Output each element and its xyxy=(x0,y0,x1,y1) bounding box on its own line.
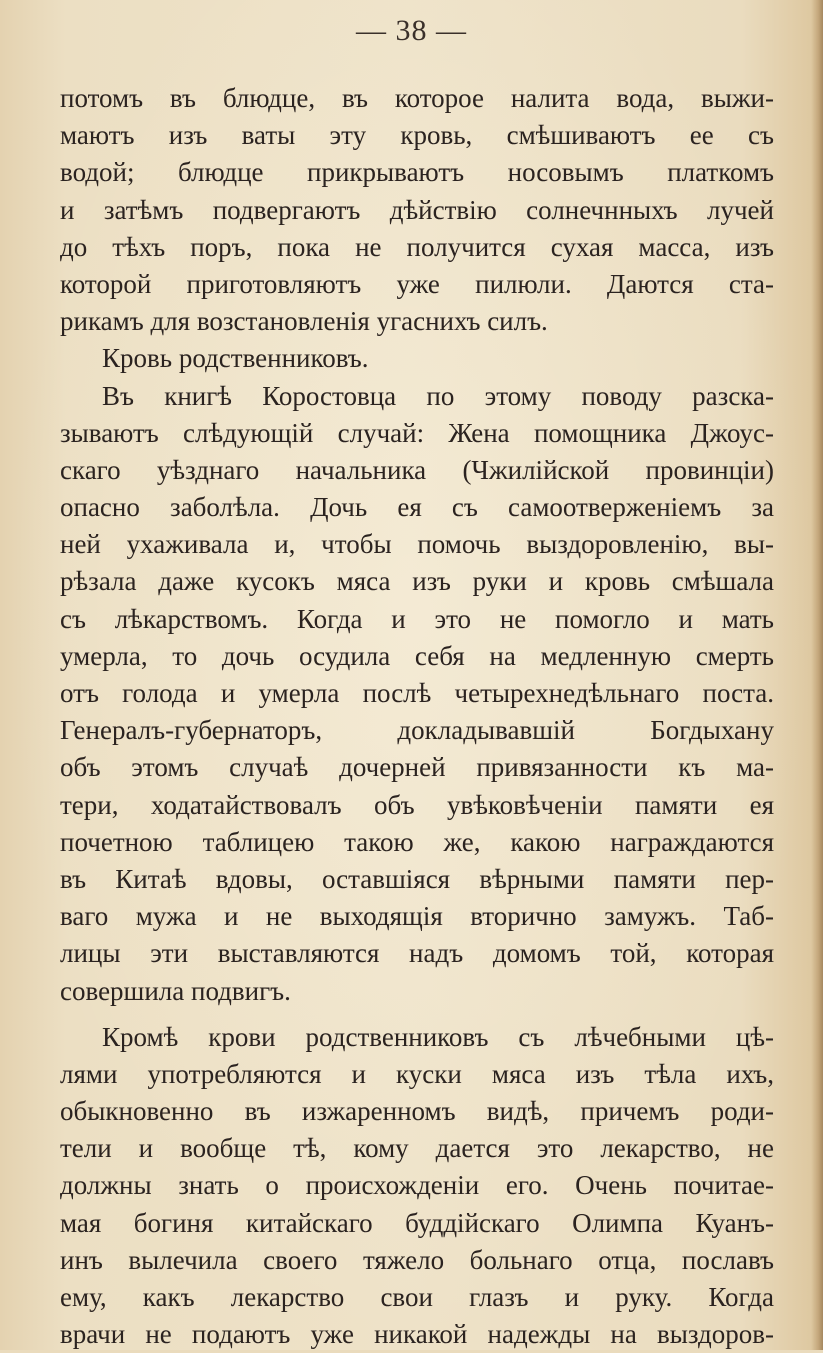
text-line: тери, ходатайствовалъ объ увѣковѣченiи памяти ея xyxy=(60,789,774,820)
page-edge-shadow xyxy=(811,0,823,1350)
text-line: совершила подвигъ. xyxy=(60,975,291,1006)
text-line: объ этомъ случаѣ дочерней привязанности къ ма- xyxy=(60,752,774,783)
text-line: ней ухаживала и, чтобы помочь выздоровленiю, вы- xyxy=(60,529,774,560)
text-line: инъ вылечила своего тяжело больнаго отца, пославъ xyxy=(60,1244,774,1275)
text-line: въ Китаѣ вдовы, оставшiяся вѣрными памяти пер- xyxy=(60,863,774,894)
text-line: обыкновенно въ изжаренномъ видѣ, причемъ роди- xyxy=(60,1096,774,1127)
text-line: Генералъ-губернаторъ, докладывавшiй Богдыхану xyxy=(60,715,774,746)
text-line: тели и вообще тѣ, кому дается это лекарство, не xyxy=(60,1133,774,1164)
text-line: съ лѣкарствомъ. Когда и это не помогло и мать xyxy=(60,603,774,634)
text-line: лицы эти выставляются надъ домомъ той, которая xyxy=(60,938,774,969)
text-line: почетною таблицею такою же, какою награждаются xyxy=(60,826,774,857)
text-line: водой; блюдце прикрываютъ носовымъ платкомъ xyxy=(60,157,774,188)
text-line: мая богиня китайскаго буддiйскаго Олимпа Куанъ- xyxy=(60,1207,774,1238)
text-line: которой приготовляютъ уже пилюли. Даются ста- xyxy=(60,268,774,299)
text-line: опасно заболѣла. Дочь ея съ самоотверженiемъ за xyxy=(60,492,774,523)
text-line: умерла, то дочь осудила себя на медленную смерть xyxy=(60,640,774,671)
text-line: потомъ въ блюдце, въ которое налита вода, выжи- xyxy=(60,83,774,113)
text-line: отъ голода и умерла послѣ четырехнедѣльнаго поста. xyxy=(60,678,774,708)
paragraph-gap xyxy=(60,1010,774,1019)
text-line: рикамъ для возстановленія угаснихъ силъ. xyxy=(60,306,548,337)
text-line: зываютъ слѣдующій случай: Жена помощника Джоус- xyxy=(60,417,774,448)
text-line: до тѣхъ поръ, пока не получится сухая масса, изъ xyxy=(60,231,774,262)
body-text xyxy=(60,80,774,1353)
text-line: скаго уѣзднаго начальника (Чжилiйской провинцiи) xyxy=(60,454,774,485)
text-line: лями употребляются и куски мяса изъ тѣла ихъ, xyxy=(60,1058,774,1089)
text-line: и затѣмъ подвергаютъ дѣйствію солнечнныхъ лучей xyxy=(60,194,774,225)
text-line: ваго мужа и не выходящiя вторично замужъ. Таб- xyxy=(60,901,774,932)
text-line: Въ книгѣ Коростовца по этому поводу разска- xyxy=(102,380,774,411)
text-line: рѣзала даже кусокъ мяса изъ руки и кровь смѣшала xyxy=(60,566,774,597)
text-line: маютъ изъ ваты эту кровь, смѣшиваютъ ее съ xyxy=(60,120,774,151)
page-number: — 38 — xyxy=(356,14,467,47)
text-line: врачи не подаютъ уже никакой надежды на выздоров- xyxy=(60,1319,774,1350)
text-line: должны знать о происхожденiи его. Очень почитае- xyxy=(60,1170,774,1201)
section-heading: Кровь родственниковъ. xyxy=(102,343,369,374)
text-line: ему, какъ лекарство свои глазъ и руку. Когда xyxy=(60,1282,774,1312)
text-line: Кромѣ крови родственниковъ съ лѣчебными цѣ- xyxy=(102,1021,774,1052)
